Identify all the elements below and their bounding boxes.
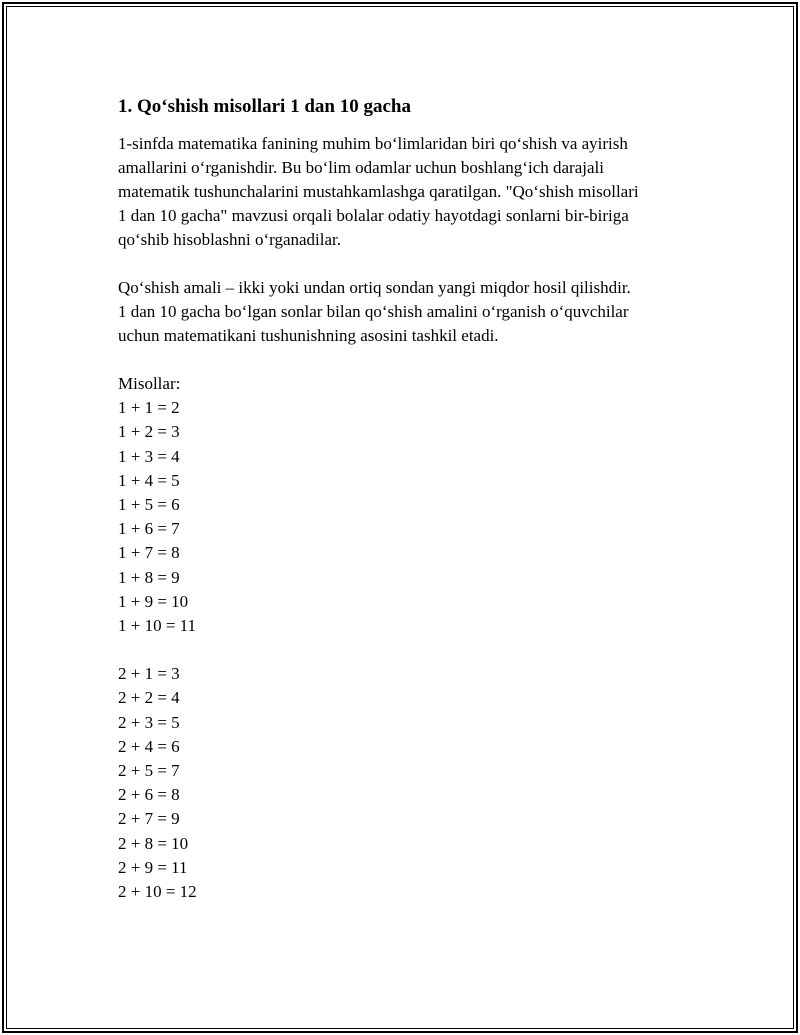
paragraph-line: Qo‘shish amali – ikki yoki undan ortiq sondan yangi miqdor hosil qilishdir. [118, 278, 631, 297]
example-equation: 2 + 9 = 11 [118, 857, 188, 877]
example-equation: 1 + 3 = 4 [118, 446, 180, 466]
section-heading: 1. Qo‘shish misollari 1 dan 10 gacha [118, 96, 411, 117]
examples-group-1 [118, 396, 708, 638]
example-equation: 2 + 5 = 7 [118, 761, 180, 781]
group-spacer [118, 638, 708, 662]
examples-label: Misollar: [118, 374, 181, 393]
paragraph-line: 1 dan 10 gacha bo‘lgan sonlar bilan qo‘shish amalini o‘rganish o‘quvchilar [118, 302, 629, 321]
example-equation: 1 + 7 = 8 [118, 543, 180, 563]
example-equation: 1 + 4 = 5 [118, 470, 180, 490]
example-equation: 2 + 7 = 9 [118, 809, 180, 829]
example-equation: 1 + 5 = 6 [118, 495, 180, 515]
paragraph-line: 1 dan 10 gacha" mavzusi orqali bolalar odatiy hayotdagi sonlarni bir-biriga [118, 206, 629, 225]
intro-paragraph [118, 132, 708, 252]
examples-list [118, 372, 708, 904]
paragraph-line: matematik tushunchalarini mustahkamlashga qaratilgan. "Qo‘shish misollari [118, 182, 639, 201]
example-equation: 1 + 2 = 3 [118, 422, 180, 442]
example-equation: 1 + 10 = 11 [118, 616, 197, 636]
example-equation: 2 + 10 = 12 [118, 882, 197, 902]
example-equation: 1 + 8 = 9 [118, 567, 180, 587]
example-equation: 2 + 8 = 10 [118, 833, 189, 853]
paragraph-line: qo‘shib hisoblashni o‘rganadilar. [118, 230, 342, 249]
paragraph-line: amallarini o‘rganishdir. Bu bo‘lim odamlar uchun boshlang‘ich darajali [118, 158, 604, 177]
paragraph-line: uchun matematikani tushunishning asosini tashkil etadi. [118, 326, 499, 345]
paragraph-line: 1-sinfda matematika fanining muhim bo‘limlaridan biri qo‘shish va ayirish [118, 134, 628, 153]
example-equation: 2 + 3 = 5 [118, 712, 180, 732]
example-equation: 2 + 1 = 3 [118, 664, 180, 684]
example-equation: 1 + 6 = 7 [118, 519, 180, 539]
definition-paragraph [118, 276, 708, 348]
example-equation: 2 + 6 = 8 [118, 785, 180, 805]
example-equation: 2 + 2 = 4 [118, 688, 180, 708]
example-equation: 1 + 9 = 10 [118, 591, 189, 611]
document-body [118, 94, 708, 904]
example-equation: 2 + 4 = 6 [118, 736, 180, 756]
examples-group-2 [118, 662, 708, 904]
example-equation: 1 + 1 = 2 [118, 398, 180, 418]
